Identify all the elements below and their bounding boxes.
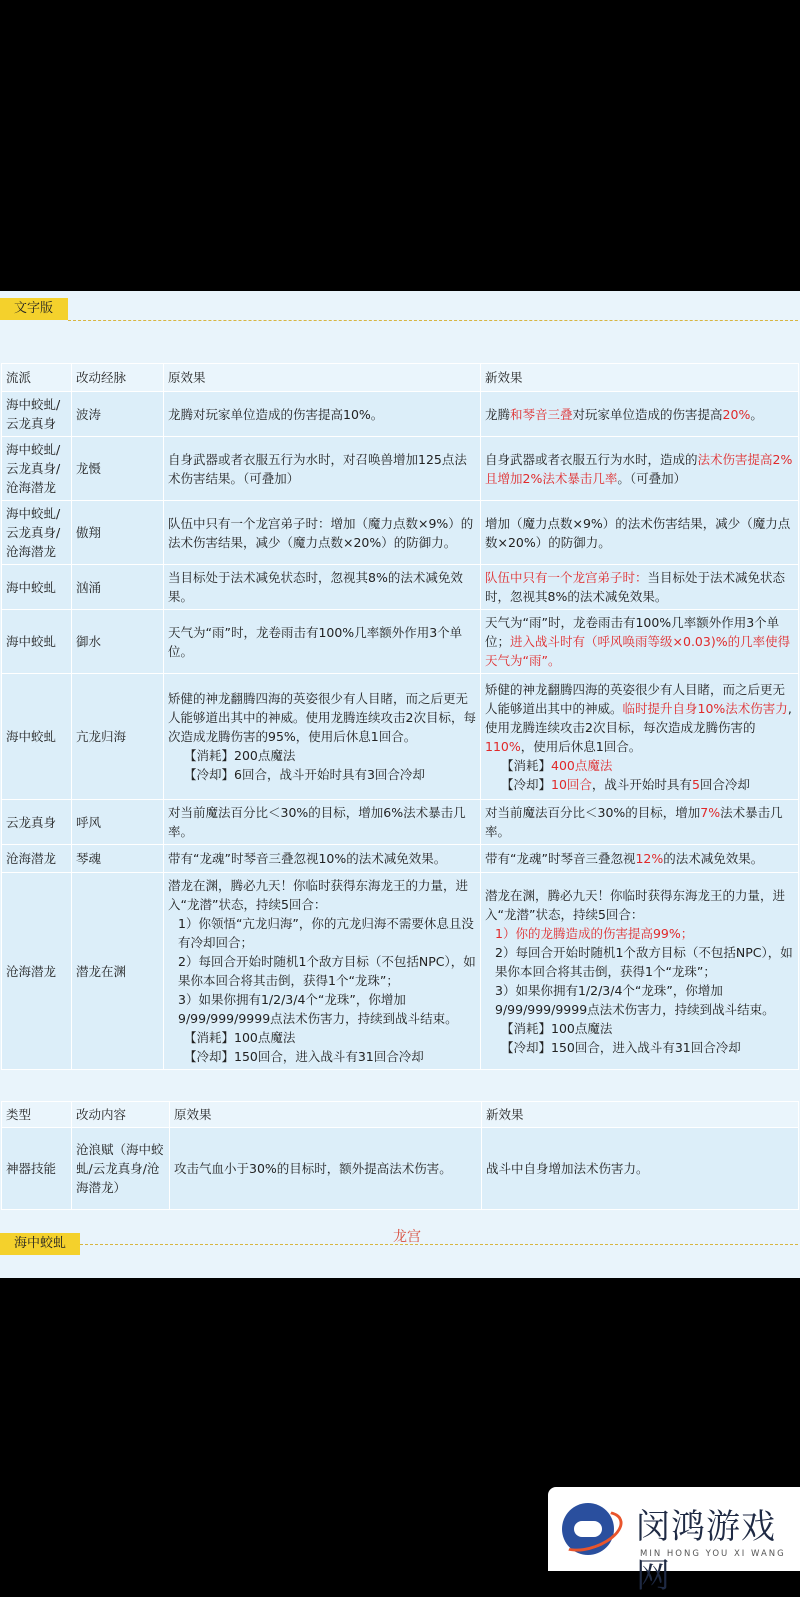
table-row [2, 1128, 799, 1210]
effect-line: 1）你的龙腾造成的伤害提高99%； [495, 925, 694, 941]
school-cell: 海中蛟虬 [2, 610, 72, 674]
highlighted-text: 10回合 [551, 776, 592, 792]
column-header: 改动经脉 [72, 364, 164, 392]
highlighted-text: 和琴音三叠 [510, 406, 573, 422]
column-header: 流派 [2, 364, 72, 392]
meridian-changes-table [1, 363, 799, 1070]
old-effect-cell [164, 501, 481, 565]
school-cell: 海中蛟虬 [2, 565, 72, 610]
meridian-cell: 波涛 [72, 392, 164, 437]
text-segment: 当目标处于法术减免状态时，忽视其8%的法术减免效果。 [485, 570, 786, 604]
old-effect-cell [164, 800, 481, 845]
text-segment: 。 [750, 406, 763, 422]
new-effect-cell: 战斗中自身增加法术伤害力。 [482, 1128, 799, 1210]
cooldown-line: 【冷却】6回合，战斗开始时具有3回合冷却 [184, 767, 425, 782]
text-segment: 天气为“雨”时，龙卷雨击有100%几率额外作用3个单位； [485, 615, 780, 649]
meridian-cell: 汹涌 [72, 565, 164, 610]
meridian-cell: 傲翔 [72, 501, 164, 565]
highlighted-text: 110% [485, 738, 521, 754]
effect-text: 队伍中只有一个龙宫弟子时：增加（魔力点数×9%）的法术伤害结果，减少（魔力点数×20%）的防御力。 [168, 515, 474, 550]
text-segment: 法术暴击几率。 [485, 805, 783, 839]
watermark-title: 闵鸿游戏网 [636, 1507, 776, 1596]
table-row [2, 392, 799, 437]
effect-line: 【冷却】150回合，进入战斗有31回合冷却 [184, 1049, 424, 1064]
text-segment: ,使用龙腾连续攻击2次目标，每次造成龙腾伤害的 [485, 700, 792, 735]
table-row [2, 610, 799, 674]
old-effect-cell [164, 674, 481, 800]
school-cell: 海中蛟虬/云龙真身/沧海潜龙 [2, 437, 72, 501]
new-effect-cell [481, 437, 799, 501]
effect-line: 【消耗】100点魔法 [501, 1020, 613, 1036]
column-header: 新效果 [481, 364, 799, 392]
text-segment: 矫健的神龙翻腾四海的英姿很少有人目睹，而之后更无人能够道出其中的神威。 [485, 681, 786, 716]
new-effect-cell [481, 392, 799, 437]
watermark [548, 1487, 800, 1596]
divider [68, 320, 798, 322]
highlighted-text: 法术伤害提高2%且增加2%法术暴击几率 [485, 451, 793, 486]
highlighted-text: 队伍中只有一个龙宫弟子时： [485, 570, 648, 585]
meridian-cell: 呼风 [72, 800, 164, 845]
effect-text: 龙腾对玩家单位造成的伤害提高10%。 [168, 406, 384, 422]
watermark-subtitle: MIN HONG YOU XI WANG [640, 1549, 786, 1559]
table-row [2, 437, 799, 501]
cost-line [485, 756, 794, 775]
old-effect-cell [164, 610, 481, 674]
effect-line: 【消耗】100点魔法 [184, 1030, 296, 1045]
meridian-cell: 琴魂 [72, 845, 164, 873]
table-header-row [2, 364, 799, 392]
effect-line: 2）每回合开始时随机1个敌方目标（不包括NPC），如果你本回合将其击倒，获得1个“龙珠”； [495, 944, 793, 979]
effect-text: 带有“龙魂”时琴音三叠忽视10%的法术减免效果。 [168, 851, 447, 866]
highlighted-text: 20% [722, 406, 751, 422]
new-effect-cell [481, 873, 799, 1070]
effect-text: 天气为“雨”时，龙卷雨击有100%几率额外作用3个单位。 [168, 624, 463, 659]
column-header: 原效果 [170, 1102, 482, 1128]
new-effect-cell [481, 501, 799, 565]
text-segment: 带有“龙魂”时琴音三叠忽视 [485, 851, 636, 866]
new-effect-cell [481, 845, 799, 873]
highlighted-text: 进入战斗时有（呼风唤雨等级×0.03)%的几率使得天气为“雨”。 [485, 634, 791, 668]
school-cell: 云龙真身 [2, 800, 72, 845]
effect-text: 矫健的神龙翻腾四海的英姿很少有人目睹，而之后更无人能够道出其中的神威。使用龙腾连续攻击2次目标，每次造成龙腾伤害的95%，使用后休息1回合。 [168, 691, 476, 744]
content-cell: 沧浪赋（海中蛟虬/云龙真身/沧海潜龙） [72, 1128, 170, 1210]
old-effect-cell [164, 873, 481, 1070]
table-row [2, 501, 799, 565]
meridian-cell: 亢龙归海 [72, 674, 164, 800]
section-tag-text-version: 文字版 [0, 298, 68, 320]
text-segment: 对当前魔法百分比＜30%的目标，增加 [485, 805, 701, 820]
meridian-cell: 潜龙在渊 [72, 873, 164, 1070]
school-cell: 沧海潜龙 [2, 873, 72, 1070]
text-segment: 对玩家单位造成的伤害提高 [572, 406, 723, 422]
meridian-cell: 御水 [72, 610, 164, 674]
effect-line: 潜龙在渊，腾必九天！你临时获得东海龙王的力量，进入“龙潜”状态，持续5回合： [168, 878, 469, 912]
text-segment: 【冷却】 [501, 776, 552, 792]
effect-text: 对当前魔法百分比＜30%的目标，增加6%法术暴击几率。 [168, 805, 466, 839]
column-header: 新效果 [482, 1102, 799, 1128]
old-effect-cell [164, 392, 481, 437]
text-segment: ，使用后休息1回合。 [520, 738, 642, 754]
highlighted-text: 400点魔法 [551, 757, 613, 773]
old-effect-cell [164, 845, 481, 873]
meridian-cell: 龙慑 [72, 437, 164, 501]
effect-line: 3）如果你拥有1/2/3/4个“龙珠”，你增加9/99/999/9999点法术伤害力，持续到战斗结束。 [495, 982, 775, 1017]
artifact-skill-table [1, 1101, 799, 1210]
effect-line: 【冷却】150回合，进入战斗有31回合冷却 [501, 1039, 741, 1055]
effect-line: 3）如果你拥有1/2/3/4个“龙珠”，你增加9/99/999/9999点法术伤害力，持续到战斗结束。 [178, 992, 458, 1026]
highlighted-text: 12% [635, 851, 664, 866]
school-cell: 沧海潜龙 [2, 845, 72, 873]
effect-line: 潜龙在渊，腾必九天！你临时获得东海龙王的力量，进入“龙潜”状态，持续5回合： [485, 887, 786, 922]
divider [80, 1244, 798, 1246]
school-cell: 海中蛟虬 [2, 674, 72, 800]
old-effect-cell [164, 437, 481, 501]
old-effect-cell: 攻击气血小于30%的目标时，额外提高法术伤害。 [170, 1128, 482, 1210]
new-effect-cell [481, 565, 799, 610]
table-header-row [2, 1102, 799, 1128]
table-row [2, 845, 799, 873]
new-effect-cell [481, 674, 799, 800]
cooldown-line [485, 775, 794, 794]
section-tag-school: 海中蛟虬 [0, 1233, 80, 1255]
table-row [2, 800, 799, 845]
text-segment: 自身武器或者衣服五行为水时，造成的 [485, 451, 698, 467]
table-row [2, 873, 799, 1070]
school-cell: 海中蛟虬/云龙真身/沧海潜龙 [2, 501, 72, 565]
new-effect-cell [481, 610, 799, 674]
highlighted-text: 临时提升自身10%法术伤害力 [622, 700, 788, 716]
effect-line: 2）每回合开始时随机1个敌方目标（不包括NPC），如果你本回合将其击倒，获得1个“龙珠”； [178, 954, 476, 988]
column-header: 类型 [2, 1102, 72, 1128]
text-segment: ，战斗开始时具有 [591, 776, 692, 792]
highlighted-text: 7% [700, 805, 721, 820]
effect-text: 当目标处于法术减免状态时，忽视其8%的法术减免效果。 [168, 570, 463, 604]
text-segment: 。（可叠加） [617, 470, 687, 486]
table-row [2, 674, 799, 800]
new-effect-cell [481, 800, 799, 845]
cost-line: 【消耗】200点魔法 [184, 748, 296, 763]
old-effect-cell [164, 565, 481, 610]
table-row [2, 565, 799, 610]
text-segment: 的法术减免效果。 [663, 851, 764, 866]
type-cell: 神器技能 [2, 1128, 72, 1210]
gamepad-logo-icon [562, 1503, 614, 1555]
highlighted-text: 5 [691, 776, 700, 792]
text-segment: 增加（魔力点数×9%）的法术伤害结果，减少（魔力点数×20%）的防御力。 [485, 515, 791, 550]
text-segment: 龙腾 [485, 406, 511, 422]
column-header: 原效果 [164, 364, 481, 392]
school-cell: 海中蛟虬/云龙真身 [2, 392, 72, 437]
footer-label: 龙宫 [393, 1229, 421, 1245]
text-segment: 回合冷却 [699, 776, 750, 792]
effect-text: 自身武器或者衣服五行为水时，对召唤兽增加125点法术伤害结果。（可叠加） [168, 451, 467, 486]
text-segment: 【消耗】 [501, 757, 552, 773]
column-header: 改动内容 [72, 1102, 170, 1128]
effect-line: 1）你领悟“亢龙归海”，你的亢龙归海不需要休息且没有冷却回合； [178, 916, 474, 950]
